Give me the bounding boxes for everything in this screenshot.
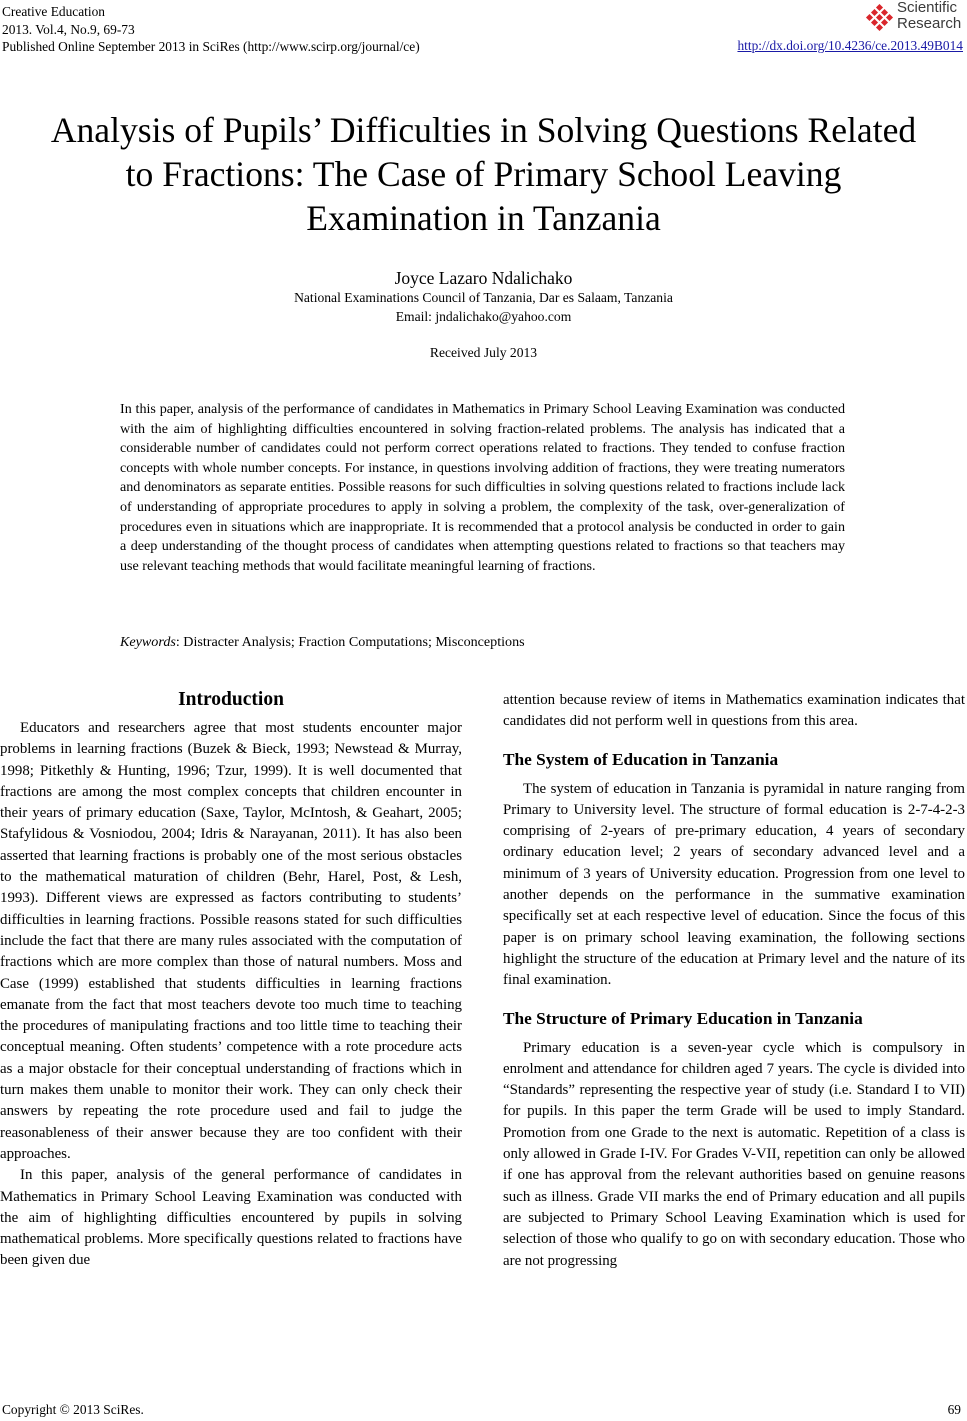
intro-paragraph-2: In this paper, analysis of the general performance of candidates in Mathematics in Primary School Leaving Examination was conducted with the aim of highlighting difficulties encountered by pupils in solving mathematical problems. More specifically questions related to fractions have been given due — [0, 1167, 462, 1269]
page-number: 69 — [947, 1402, 961, 1417]
journal-header — [2, 3, 420, 56]
publisher-logo — [863, 0, 963, 36]
structure-heading: The Structure of Primary Education in Tanzania — [503, 1008, 863, 1028]
author-email: Email: jndalichako@yahoo.com — [395, 309, 572, 324]
logo-text — [897, 0, 961, 32]
abstract: In this paper, analysis of the performance of candidates in Mathematics in Primary School Leaving Examination was conducted with the aim of highlighting difficulties encountered in solving fraction-related problems. The analysis has indicated that a considerable number of candidates could not perform correct operations related to fractions. They tended to confuse fraction concepts with whole number concepts. For instance, in questions involving addition of fractions, they were treating numerators and denominators as separate entities. Possible reasons for such difficulties in solving questions related to fractions include lack of understanding of appropriate procedures to apply in solving a problem, the complexity of the task, over-generalization of procedures even in situations which are inappropriate. It is recommended that a protocol analysis be conducted in order to gain a deep understanding of the thought process of candidates when attempting questions related to fractions so that teachers may use relevant teaching methods that would facilitate meaningful learning of fractions. — [120, 401, 845, 574]
author-affiliation: National Examinations Council of Tanzania, Dar es Salaam, Tanzania — [294, 290, 673, 305]
system-heading: The System of Education in Tanzania — [503, 749, 779, 769]
paper-title: Analysis of Pupils’ Difficulties in Solving Questions Related to Fractions: The Case of Primary School Leaving Examination in Tanzania — [50, 110, 917, 238]
keywords-list: : Distracter Analysis; Fraction Computations; Misconceptions — [175, 634, 525, 650]
journal-volume: 2013. Vol.4, No.9, 69-73 — [2, 21, 135, 37]
received-date: Received July 2013 — [429, 345, 538, 360]
introduction-heading: Introduction — [178, 689, 284, 710]
left-column — [0, 688, 462, 1272]
intro-continuation: attention because review of items in Mathematics examination indicates that candidates did not perform well in questions from this area. — [503, 692, 965, 730]
author-name: Joyce Lazaro Ndalichako — [394, 268, 573, 288]
system-paragraph: The system of education in Tanzania is pyramidal in nature ranging from Primary to University level. The structure of formal education is 2-7-4-2-3 comprising of 2-years of pre-primary education, 4 years of secondary ordinary education level; 2 years of secondary advanced level and a minimum of 3 years of University education. Progression from one level to another depends on the performance in the summative examination specifically set at each respective level of education. Since the focus of this paper is on primary school leaving examination, the following sections highlight the structure of the education at Primary level and the nature of its final examination. — [503, 780, 965, 989]
diamond-cluster-icon — [865, 4, 895, 32]
right-column — [503, 690, 965, 1272]
doi-link[interactable]: http://dx.doi.org/10.4236/ce.2013.49B014 — [737, 38, 963, 53]
logo-line1: Scientific — [897, 0, 958, 16]
journal-name: Creative Education — [2, 4, 105, 19]
logo-line2: Research — [897, 15, 962, 32]
intro-paragraph-1: Educators and researchers agree that most students encounter major problems in learning fractions (Buzek & Bieck, 1993; Newstead & Murray, 1998; Pitkethly & Hunting, 1996; Tzur, 1999). It is well documented that fractions are among the most complex concepts that children encounter in their years of primary education (Saxe, Taylor, McIntosh, & Geahart, 2005; Stafylidous & Vosniodou, 2004; Idris & Narayanan, 2011). It has also been asserted that learning fractions is probably one of the most serious obstacles to the mathematical maturation of children (Behr, Harel, Post, & Lesh, 1993). Different views are expressed as factors contributing to students’ difficulties in learning fractions. Possible reasons stated for such difficulties include the fact that there are many rules associated with the computation of fractions which are more complex than those of natural numbers. Moss and Case (1999) established that students difficulties in learning fractions emanate from the fact that most teachers devote too much time to teaching the procedures of manipulating fractions and too little time to teaching their conceptual meaning. Often students’ competence with a rote procedure acts as a major obstacle for their conceptual understanding of fractions which in turn makes them unable to monitor their work. They can only check their answers by repeating the rote procedure used and fail to judge the reasonableness of their answer because they are too confident with their approaches. — [0, 720, 462, 1162]
structure-paragraph: Primary education is a seven-year cycle which is compulsory in enrolment and attendance for children aged 7 years. The cycle is divided into “Standards” representing the respective year of study (i.e. Standard I to VII) for pupils. In this paper the term Grade will be used to imply Standard. Promotion from one Grade to the next is automatic. Repetition of a class is only allowed in Grade I-IV. For Grades V-VII, repetition can only be allowed if one has approval from the relevant authorities based on genuine reasons such as illness. Grade VII marks the end of Primary education and all pupils are subjected to Primary School Leaving Examination which is used for selection of those who qualify to go on with secondary education. Those who are not progressing — [503, 1039, 965, 1269]
keywords-label: Keywords — [120, 634, 176, 650]
copyright: Copyright © 2013 SciRes. — [2, 1402, 144, 1417]
published-online: Published Online September 2013 in SciRes (http://www.scirp.org/journal/ce) — [2, 39, 420, 54]
keywords — [120, 634, 845, 651]
